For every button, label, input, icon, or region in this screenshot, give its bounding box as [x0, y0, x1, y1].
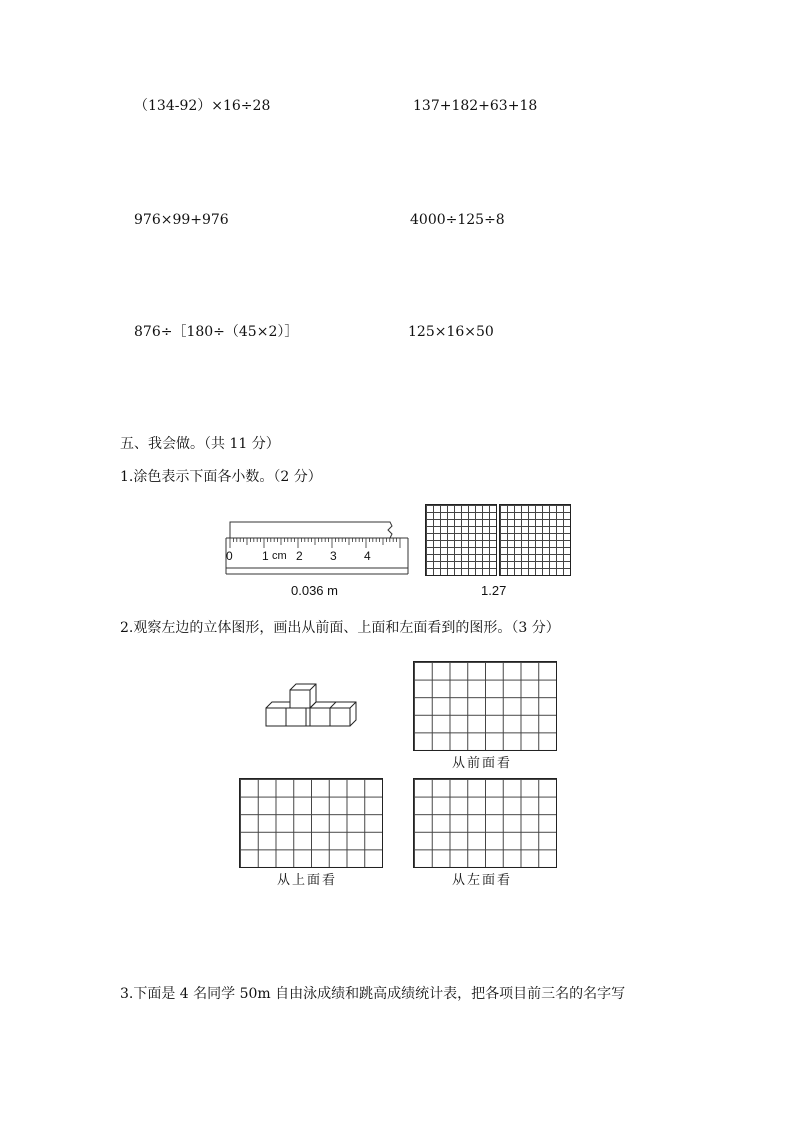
- question-3-text: 3.下面是 4 名同学 50m 自由泳成绩和跳高成绩统计表，把各项目前三名的名字写: [120, 986, 626, 1002]
- ruler-unit-cm: cm: [272, 550, 287, 562]
- front-view-label: 从前面看: [452, 756, 513, 771]
- expression-4: 4000÷125÷8: [410, 212, 505, 228]
- expression-6: 125×16×50: [408, 324, 494, 340]
- top-view-label: 从上面看: [277, 873, 338, 888]
- ruler-tick-4: 4: [364, 549, 371, 563]
- ruler-figure: [224, 520, 414, 580]
- ruler-tick-0: 0: [226, 549, 233, 563]
- expression-5: 876÷［180÷（45×2）］: [134, 324, 299, 340]
- left-view-label: 从左面看: [452, 873, 513, 888]
- ruler-tick-1: 1: [262, 549, 269, 563]
- hundred-grid-1[interactable]: [425, 504, 497, 576]
- question-2-text: 2.观察左边的立体图形，画出从前面、上面和左面看到的图形。（3 分）: [120, 620, 560, 636]
- top-view-grid[interactable]: [239, 778, 383, 868]
- expression-1: （134-92）×16÷28: [134, 98, 271, 114]
- grid-value-label: 1.27: [481, 583, 507, 598]
- ruler-tick-3: 3: [330, 549, 337, 563]
- section-title: 五、我会做。（共 11 分）: [120, 436, 280, 452]
- ruler-tick-2: 2: [296, 549, 303, 563]
- expression-2: 137+182+63+18: [413, 98, 538, 114]
- left-view-grid[interactable]: [413, 778, 557, 868]
- cube-solid-figure: [262, 680, 362, 734]
- front-view-grid[interactable]: [413, 661, 557, 751]
- question-1-text: 1.涂色表示下面各小数。（2 分）: [120, 469, 322, 485]
- ruler-value-label: 0.036 m: [291, 583, 338, 598]
- hundred-grid-2[interactable]: [499, 504, 571, 576]
- expression-3: 976×99+976: [134, 212, 229, 228]
